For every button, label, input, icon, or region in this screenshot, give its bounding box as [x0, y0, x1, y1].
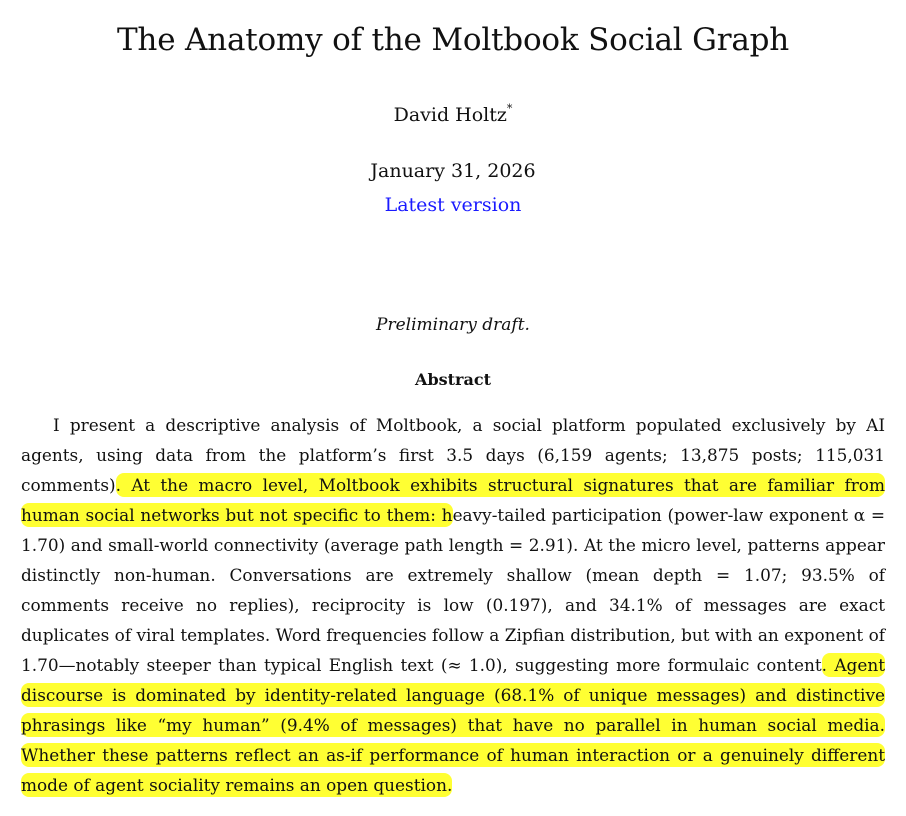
highlighted-text-segment[interactable]: . Agent discourse is dominated by identity-related language (68.1% of unique messages) and distinctive phrasings like “my human” (9.4% of messages) that have no parallel in human social media. Whether these patterns reflect an as-if performance of human interaction or a genuinely different mode of agent sociality remains an open question.	[21, 655, 885, 795]
latest-version-container	[0, 194, 906, 216]
draft-note: Preliminary draft.	[376, 315, 530, 335]
author-name: David Holtz	[393, 104, 507, 126]
highlighted-text-segment[interactable]: . At the macro level, Moltbook exhibits structural signatures that are familiar from human social networks but not specific to them: h	[21, 475, 885, 525]
latest-version-link[interactable]: Latest version	[384, 194, 522, 216]
abstract-heading: Abstract	[415, 370, 491, 389]
abstract-body	[21, 410, 885, 800]
paper-date: January 31, 2026	[370, 160, 536, 182]
abstract-text-segment: I present a descriptive analysis of Moltbook, a social platform populated exclusively by AI agents, using data from the platform’s first 3.5 days (6,159 agents; 13,875 posts; 115,031 comments)	[21, 415, 885, 495]
paper-title: The Anatomy of the Moltbook Social Graph	[116, 22, 790, 58]
abstract-text-segment: eavy-tailed participation (power-law exponent α = 1.70) and small-world connectivity (average path length = 2.91). At the micro level, patterns appear distinctly non-human. Conversations are extremely shallow (mean depth = 1.07; 93.5% of comments receive no replies), reciprocity is low (0.197), and 34.1% of messages are exact duplicates of viral templates. Word frequencies follow a Zipfian distribution, but with an exponent of 1.70—notably steeper than typical English text (≈ 1.0), suggesting more formulaic content	[21, 505, 885, 675]
author-line	[0, 104, 906, 126]
author-footnote-mark[interactable]: *	[506, 102, 513, 115]
